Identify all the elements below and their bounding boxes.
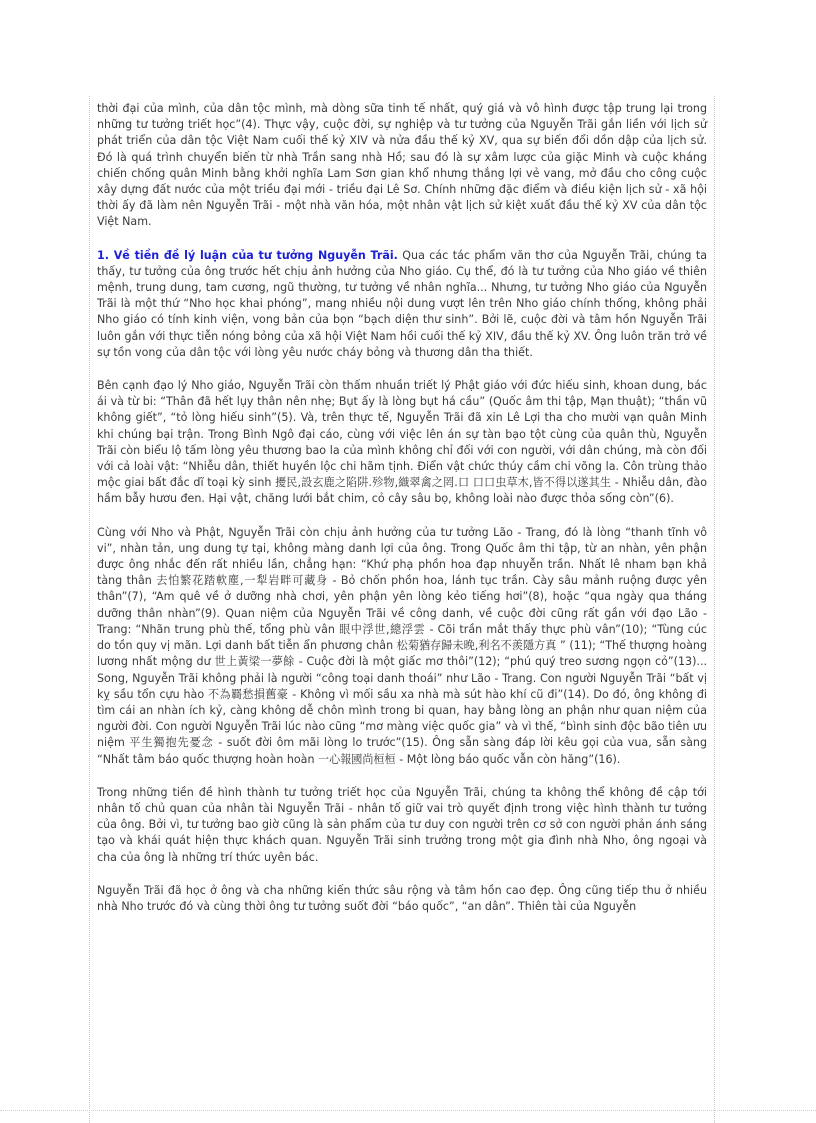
page-bottom-divider	[0, 1110, 816, 1111]
paragraph-2-text: Qua các tác phẩm văn thơ của Nguyễn Trãi, chúng ta thấy, tư tưởng của ông trước hết chịu ảnh hưởng của Nho giáo. Cụ thể, đó là tư tưởng của Nho giáo về thiên mệnh, trung dung, tam cương, ngũ thường, tư tưởng về nhân nghĩa... Nhưng, tư tưởng Nho giáo của Nguyễn Trãi là một thứ “Nho học khai phóng”, mang nhiều nội dung vượt lên trên Nho giáo chính thống, không phải Nho giáo có tính kinh viện, vong bản của bọn “bạch diện thư sinh”. Bởi lẽ, cuộc đời và tâm hồn Nguyễn Trãi luôn gắn với thực tiễn nóng bỏng của xã hội Việt Nam hồi cuối thế kỷ XIV, đầu thế kỷ XV. Ông luôn trăn trở về sự tồn vong của dân tộc với lòng yêu nước cháy bỏng và thương dân tha thiết.	[97, 248, 707, 359]
paragraph-3-text: Bên cạnh đạo lý Nho giáo, Nguyễn Trãi còn thấm nhuần triết lý Phật giáo với đức hiếu sinh, khoan dung, bác ái và từ bi: “Thân đã hết lụy thân nên nhẹ; Bụt ấy là lòng bụt há cầu” (Quốc âm thi tập, Mạn thuật); “thần vũ không giết”, “tỏ lòng hiếu sinh”(5). Và, trên thực tế, Nguyễn Trãi đã xin Lê Lợi tha cho mười vạn quân Minh khi chúng bại trận. Trong Bình Ngô đại cáo, cùng với việc lên án sự tàn bạo tột cùng của quân thù, Nguyễn Trãi còn biểu lộ tấm lòng yêu thương bao la của mình không chỉ đối với con người, với dân chúng, mà còn đối với cả loài vật: “Nhiễu dân, thiết huyền lộc chi hãm tịnh. Điển vật chức thúy cầm chi võng la. Côn trùng thảo mộc giai bất đắc dĩ toại kỳ sinh 擾民,設玄鹿之陷阱.殄物,織翠禽之罔.口 口口虫草木,皆不得以遂其生 - Nhiễu dân, đào hầm bẫy hươu đen. Hại vật, chăng lưới bắt chim, cỏ cây sâu bọ, không loài nào được thỏa sống còn”(6).	[97, 379, 707, 506]
paragraph-4	[97, 525, 707, 768]
paragraph-5-text: Trong những tiền đề hình thành tư tưởng triết học của Nguyễn Trãi, chúng ta không thể không đề cập tới nhân tố chủ quan của nhân tài Nguyễn Trãi - nhân tố giữ vai trò quyết định trong việc hình thành tư tưởng của ông. Bởi vì, tư tưởng bao giờ cũng là sản phẩm của tư duy con người trên cơ sở con người phản ánh sáng tạo và khái quát hiện thực khách quan. Nguyễn Trãi sinh trưởng trong một gia đình nhà Nho, ông ngoại và cha của ông là những trí thức uyên bác.	[97, 785, 707, 864]
paragraph-2	[97, 248, 707, 361]
paragraph-6	[97, 883, 707, 915]
paragraph-1	[97, 101, 707, 231]
paragraph-1-text: thời đại của mình, của dân tộc mình, mà dòng sữa tinh tế nhất, quý giá và vô hình được tập trung lại trong những tư tưởng triết học”(4). Thực vậy, cuộc đời, sự nghiệp và tư tưởng của Nguyễn Trãi gắn liền với lịch sử phát triển của dân tộc Việt Nam cuối thế kỷ XIV và nửa đầu thế kỷ XV, qua sự biến đổi dồn dập của lịch sử. Đó là quá trình chuyển biến từ nhà Trần sang nhà Hồ; sau đó là sự xâm lược của giặc Minh và cuộc kháng chiến chống quân Minh bằng khởi nghĩa Lam Sơn gian khổ nhưng thắng lợi vẻ vang, mở đầu cho công cuộc xây dựng đất nước của một triều đại mới - triều đại Lê Sơ. Chính những đặc điểm và điều kiện lịch sử - xã hội thời ấy đã làm nên Nguyễn Trãi - một nhà văn hóa, một nhân vật lịch sử kiệt xuất đầu thế kỷ XV của dân tộc Việt Nam.	[97, 102, 707, 229]
paragraph-6-text: Nguyễn Trãi đã học ở ông và cha những kiến thức sâu rộng và tâm hồn cao đẹp. Ông cũng tiếp thu ở nhiều nhà Nho trước đó và cùng thời ông tư tưởng suốt đời “báo quốc”, “an dân”. Thiên tài của Nguyễn	[97, 883, 707, 913]
paragraph-4-text: Cùng với Nho và Phật, Nguyễn Trãi còn chịu ảnh hưởng của tư tưởng Lão - Trang, đó là lòng “thanh tĩnh vô vi”, nhàn tản, ung dung tự tại, không màng danh lợi của ông. Trong Quốc âm thi tập, từ an nhàn, yên phận được ông nhắc đến rất nhiều lần, chẳng hạn: “Khứ phạ phồn hoa đạp nhuyễn trần. Nhất lê nham bạn khả tàng thân 去怕繁花踏軟塵,一犁岩畔可藏身 - Bỏ chốn phồn hoa, lánh tục trần. Cày sâu mảnh ruộng được yên thân”(7), “Am quê về ở dưỡng nhà chơi, yên phận yên lòng kẻo tiếng hơi”(8), hoặc “qua ngày qua tháng dưỡng thân nhàn”(9). Quan niệm của Nguyễn Trãi về công danh, về cuộc đời cũng rất gần với đạo Lão - Trang: “Nhãn trung phù thế, tổng phù vân 眼中浮世,總浮雲 - Cõi trần mắt thấy thực phù vân”(10); “Tùng cúc do tồn quy vị mãn. Lợi danh bất tiễn ẩn phương chân 松菊猶存歸未晚,利名不羨隱方真 ” (11); “Thế thượng hoàng lương nhất mộng dư 世上黃梁一夢餘 - Cuộc đời là một giấc mơ thôi”(12); “phú quý treo sương ngọn cỏ”(13)... Song, Nguyễn Trãi không phải là người “công toại danh thoái” như Lão - Trang. Con người Nguyễn Trãi “bất vị kỵ sầu tổn cựu hào 不為羇愁損舊豪 - Không vì mối sầu xa nhà mà sút hào khí cũ đi”(14). Do đó, ông không đi tìm cái an nhàn ích kỷ, càng không dễ chôn mình trong bi quan, hay bằng lòng an phận như quan niệm của người đời. Con người Nguyễn Trãi lúc nào cũng “mơ màng việc quốc gia” và vì thế, “bình sinh độc bão tiên ưu niệm 平生獨抱先憂念 - suốt đời ôm mãi lòng lo trước”(15). Ông sẵn sàng đáp lời kêu gọi của vua, sẵn sàng “Nhất tâm báo quốc thượng hoàn hoàn 一心報國尚桓桓 - Một lòng báo quốc vẫn còn hăng”(16).	[97, 525, 707, 766]
paragraph-3	[97, 378, 707, 508]
section-heading: 1. Về tiền đề lý luận của tư tưởng Nguyễn Trãi.	[97, 248, 398, 262]
document-page	[89, 96, 715, 1123]
paragraph-5	[97, 785, 707, 866]
